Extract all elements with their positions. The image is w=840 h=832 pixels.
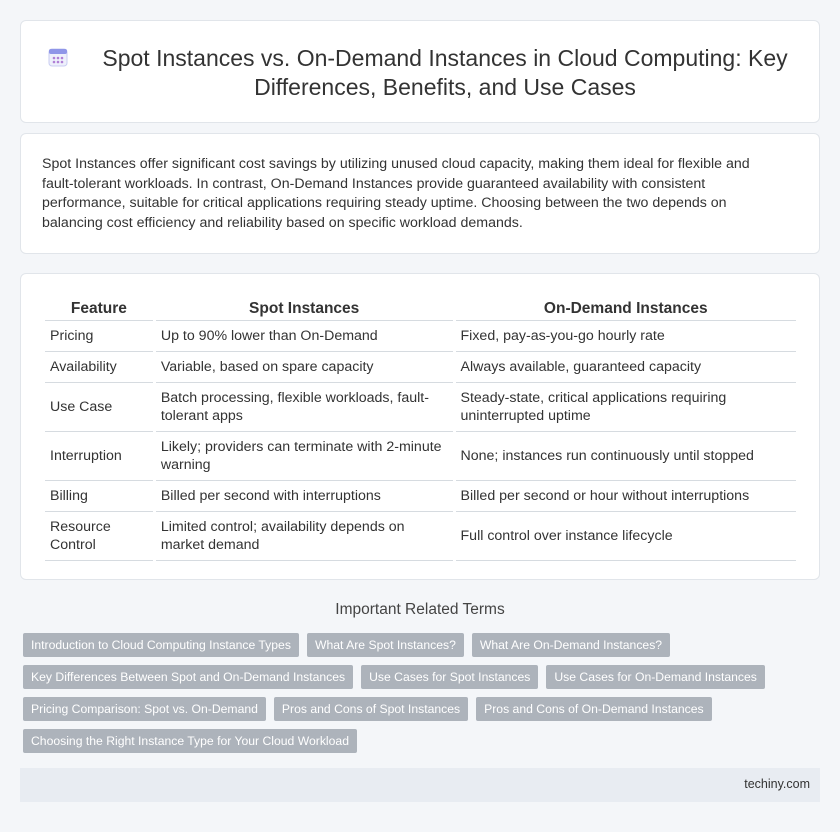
- related-terms-list: [23, 633, 813, 761]
- on-demand-cell: None; instances run continuously until stopped: [456, 432, 796, 481]
- comparison-card: [20, 273, 820, 580]
- footer: [20, 768, 820, 802]
- feature-cell: Use Case: [45, 383, 153, 432]
- related-term-tag[interactable]: Pros and Cons of On-Demand Instances: [476, 697, 712, 721]
- spot-cell: Batch processing, flexible workloads, fault-tolerant apps: [156, 383, 453, 432]
- header-spot: Spot Instances: [156, 296, 453, 321]
- intro-paragraph: Spot Instances offer significant cost savings by utilizing unused cloud capacity, making them ideal for flexible and fault-tolerant workloads. In contrast, On-Demand Instances provide guaranteed availability with consistent performance, suitable for critical applications requiring steady uptime. Choosing between the two depends on balancing cost efficiency and reliability based on specific workload demands.: [42, 156, 750, 231]
- related-term-tag[interactable]: Pros and Cons of Spot Instances: [274, 697, 468, 721]
- related-term-tag[interactable]: Pricing Comparison: Spot vs. On-Demand: [23, 697, 266, 721]
- related-term-tag[interactable]: Key Differences Between Spot and On-Demand Instances: [23, 665, 353, 689]
- feature-cell: Availability: [45, 352, 153, 383]
- spot-cell: Variable, based on spare capacity: [156, 352, 453, 383]
- related-term-tag[interactable]: Choosing the Right Instance Type for Your Cloud Workload: [23, 729, 357, 753]
- table-row: [45, 512, 796, 561]
- calendar-icon: [47, 46, 69, 68]
- on-demand-cell: Always available, guaranteed capacity: [456, 352, 796, 383]
- table-header-row: [45, 296, 796, 321]
- table-row: [45, 321, 796, 352]
- table-row: [45, 352, 796, 383]
- related-term-tag[interactable]: Use Cases for Spot Instances: [361, 665, 538, 689]
- spot-cell: Billed per second with interruptions: [156, 481, 453, 512]
- feature-cell: Pricing: [45, 321, 153, 352]
- table-row: [45, 432, 796, 481]
- feature-cell: Resource Control: [45, 512, 153, 561]
- intro-card: [20, 133, 820, 254]
- spot-cell: Likely; providers can terminate with 2-minute warning: [156, 432, 453, 481]
- feature-cell: Interruption: [45, 432, 153, 481]
- spot-cell: Up to 90% lower than On-Demand: [156, 321, 453, 352]
- on-demand-cell: Steady-state, critical applications requiring uninterrupted uptime: [456, 383, 796, 432]
- on-demand-cell: Billed per second or hour without interruptions: [456, 481, 796, 512]
- related-term-tag[interactable]: Use Cases for On-Demand Instances: [546, 665, 765, 689]
- title-card: [20, 20, 820, 123]
- site-name[interactable]: techiny.com: [744, 777, 810, 791]
- on-demand-cell: Fixed, pay-as-you-go hourly rate: [456, 321, 796, 352]
- feature-cell: Billing: [45, 481, 153, 512]
- related-terms-heading: Important Related Terms: [335, 601, 505, 618]
- header-feature: Feature: [45, 296, 153, 321]
- table-row: [45, 481, 796, 512]
- related-term-tag[interactable]: What Are On-Demand Instances?: [472, 633, 670, 657]
- spot-cell: Limited control; availability depends on market demand: [156, 512, 453, 561]
- related-term-tag[interactable]: What Are Spot Instances?: [307, 633, 464, 657]
- table-row: [45, 383, 796, 432]
- page-title: Spot Instances vs. On-Demand Instances in Cloud Computing: Key Differences, Benefits, and Use Cases: [102, 45, 788, 100]
- related-term-tag[interactable]: Introduction to Cloud Computing Instance Types: [23, 633, 299, 657]
- comparison-table: [42, 296, 799, 561]
- on-demand-cell: Full control over instance lifecycle: [456, 512, 796, 561]
- header-on-demand: On-Demand Instances: [456, 296, 796, 321]
